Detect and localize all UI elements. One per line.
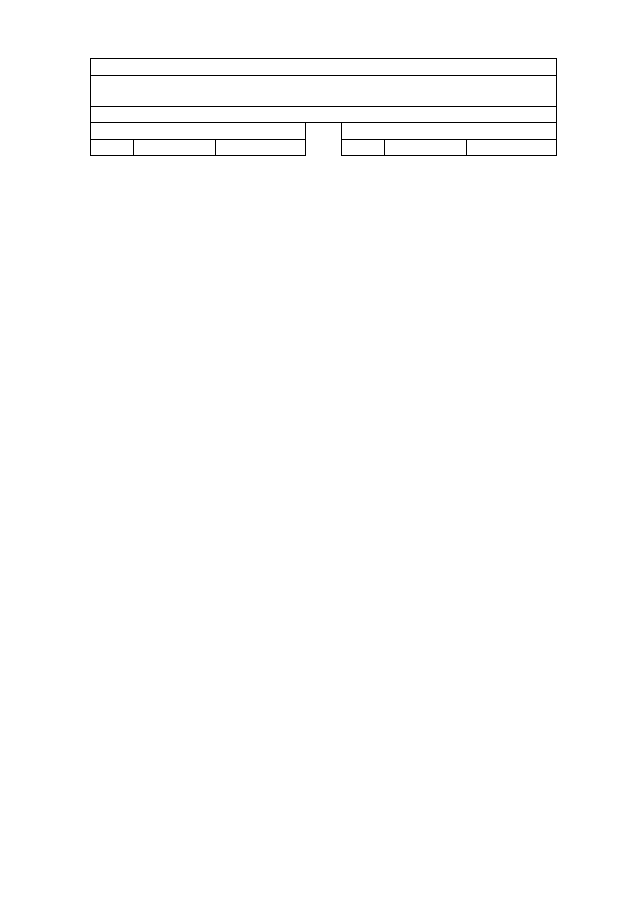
location-title <box>91 106 557 123</box>
municipality-title <box>91 59 557 76</box>
col-header-y <box>216 139 306 156</box>
spacer-cell <box>306 139 342 156</box>
col-header-x <box>134 139 216 156</box>
coordinate-table <box>90 58 557 156</box>
coordinate-catalog-document <box>90 58 556 156</box>
left-section-title <box>91 123 306 140</box>
col-header-y <box>467 139 557 156</box>
col-header-x <box>385 139 467 156</box>
col-header-number <box>91 139 134 156</box>
spacer-cell <box>306 123 342 140</box>
catalog-header <box>91 59 557 156</box>
right-section-title <box>342 123 557 140</box>
col-header-number <box>342 139 385 156</box>
catalog-title <box>91 75 557 106</box>
